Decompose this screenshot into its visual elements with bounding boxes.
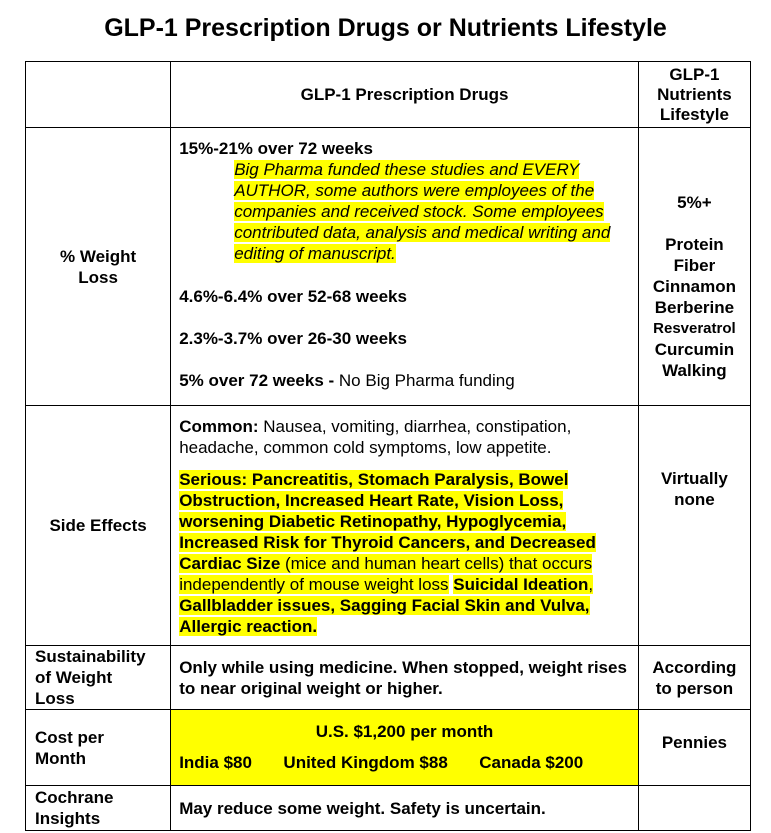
- cost-india: India $80: [179, 753, 252, 772]
- sustainability-nutrients-line1: According: [652, 657, 737, 677]
- cochrane-label-line1: Cochrane: [35, 788, 114, 807]
- side-effects-row: [26, 406, 751, 646]
- nutrient-fiber: Fiber: [673, 256, 716, 275]
- weight-loss-note: Big Pharma funded these studies and EVERY AUTHOR, some authors were employees of the companies and received stock. Some employees contributed data, analysis and medical writing and editing of manuscript.: [234, 160, 611, 263]
- side-effects-common: [179, 416, 630, 458]
- sustainability-nutrients: [638, 646, 750, 710]
- weight-loss-label: [26, 128, 171, 406]
- header-row: [26, 62, 751, 128]
- header-drugs: GLP-1 Prescription Drugs: [171, 62, 639, 128]
- side-effects-drugs: [171, 406, 639, 646]
- weight-loss-label-line2: Loss: [78, 267, 118, 287]
- weight-loss-label-line1: % Weight: [60, 246, 137, 266]
- side-effects-serious-bold: Serious: Pancreatitis, Stomach Paralysis, Bowel Obstruction, Increased Heart Rate, Vision Loss, worsening Diabetic Retinopathy, Hypoglycemia, Increased Risk for Thyroid Cancers, and Decreased Cardiac Size: [179, 470, 596, 573]
- weight-loss-stat2: 4.6%-6.4% over 52-68 weeks: [179, 287, 407, 306]
- sustainability-text: Only while using medicine. When stopped, weight rises to near original weight or higher.: [171, 646, 639, 710]
- header-nutrients-line2: Nutrients: [657, 84, 732, 104]
- weight-loss-stat4: [179, 370, 630, 391]
- side-effects-serious: [179, 469, 630, 637]
- nutrients-pct: 5%+: [677, 193, 712, 212]
- header-nutrients: [638, 62, 750, 128]
- sustainability-nutrients-line2: to person: [655, 678, 734, 698]
- nutrient-resveratrol: Resveratrol: [653, 320, 736, 337]
- sustainability-label-line1: Sustainability: [35, 647, 146, 666]
- weight-loss-nutrients: [638, 128, 750, 406]
- weight-loss-stat4-bold: 5% over 72 weeks -: [179, 371, 335, 390]
- cost-countries: [179, 752, 630, 773]
- side-effects-gallbladder: Gallbladder issues, Sagging Facial Skin and Vulva, Allergic reaction.: [179, 596, 590, 636]
- header-nutrients-line1: GLP-1: [669, 64, 720, 84]
- nutrient-berberine: Berberine: [654, 298, 735, 317]
- side-effects-nutrients: [638, 406, 750, 646]
- weight-loss-stat4-rest: No Big Pharma funding: [334, 371, 515, 390]
- cochrane-nutrients: [638, 786, 750, 831]
- cochrane-row: [26, 786, 751, 831]
- side-effects-label: Side Effects: [26, 406, 171, 646]
- weight-loss-note-wrap: [179, 159, 630, 264]
- weight-loss-stat3: 2.3%-3.7% over 26-30 weeks: [179, 329, 407, 348]
- side-effects-serious-text: (mice and human heart cells) that occurs independently of mouse weight loss: [179, 554, 593, 594]
- side-effects-nutrients-line1: Virtually: [661, 469, 728, 488]
- cost-drugs: [171, 710, 639, 786]
- side-effects-nutrients-line2: none: [674, 490, 715, 509]
- weight-loss-drugs: [171, 128, 639, 406]
- cochrane-text: May reduce some weight. Safety is uncertain.: [171, 786, 639, 831]
- nutrient-walking: Walking: [662, 361, 727, 380]
- side-effects-suicidal: Suicidal Ideation: [453, 575, 589, 594]
- sustainability-row: [26, 646, 751, 710]
- weight-loss-stat1: 15%-21% over 72 weeks: [179, 139, 373, 158]
- page-title: GLP-1 Prescription Drugs or Nutrients Lifestyle: [104, 14, 667, 42]
- comparison-table: [25, 61, 751, 831]
- side-effects-comma: ,: [588, 575, 594, 594]
- cost-label: [26, 710, 171, 786]
- cost-label-line1: Cost per: [35, 727, 104, 747]
- header-empty-cell: [26, 62, 171, 128]
- header-nutrients-line3: Lifestyle: [659, 104, 729, 124]
- cost-canada: Canada $200: [479, 753, 584, 772]
- nutrient-cinnamon: Cinnamon: [652, 277, 736, 296]
- side-effects-common-text: Nausea, vomiting, diarrhea, constipation, headache, common cold symptoms, low appetite.: [179, 417, 572, 457]
- side-effects-common-bold: Common:: [179, 417, 259, 436]
- cochrane-label: [26, 786, 171, 831]
- nutrient-curcumin: Curcumin: [654, 340, 735, 359]
- sustainability-label-line2: of Weight: [35, 668, 113, 687]
- cost-uk: United Kingdom $88: [283, 753, 448, 772]
- cost-label-line2: Month: [35, 748, 86, 768]
- cost-us: U.S. $1,200 per month: [315, 722, 494, 741]
- sustainability-label-line3: Loss: [35, 689, 75, 708]
- cochrane-label-line2: Insights: [35, 809, 101, 828]
- sustainability-label: [26, 646, 171, 710]
- cost-nutrients: Pennies: [638, 710, 750, 786]
- nutrient-protein: Protein: [665, 235, 724, 254]
- weight-loss-row: [26, 128, 751, 406]
- cost-row: [26, 710, 751, 786]
